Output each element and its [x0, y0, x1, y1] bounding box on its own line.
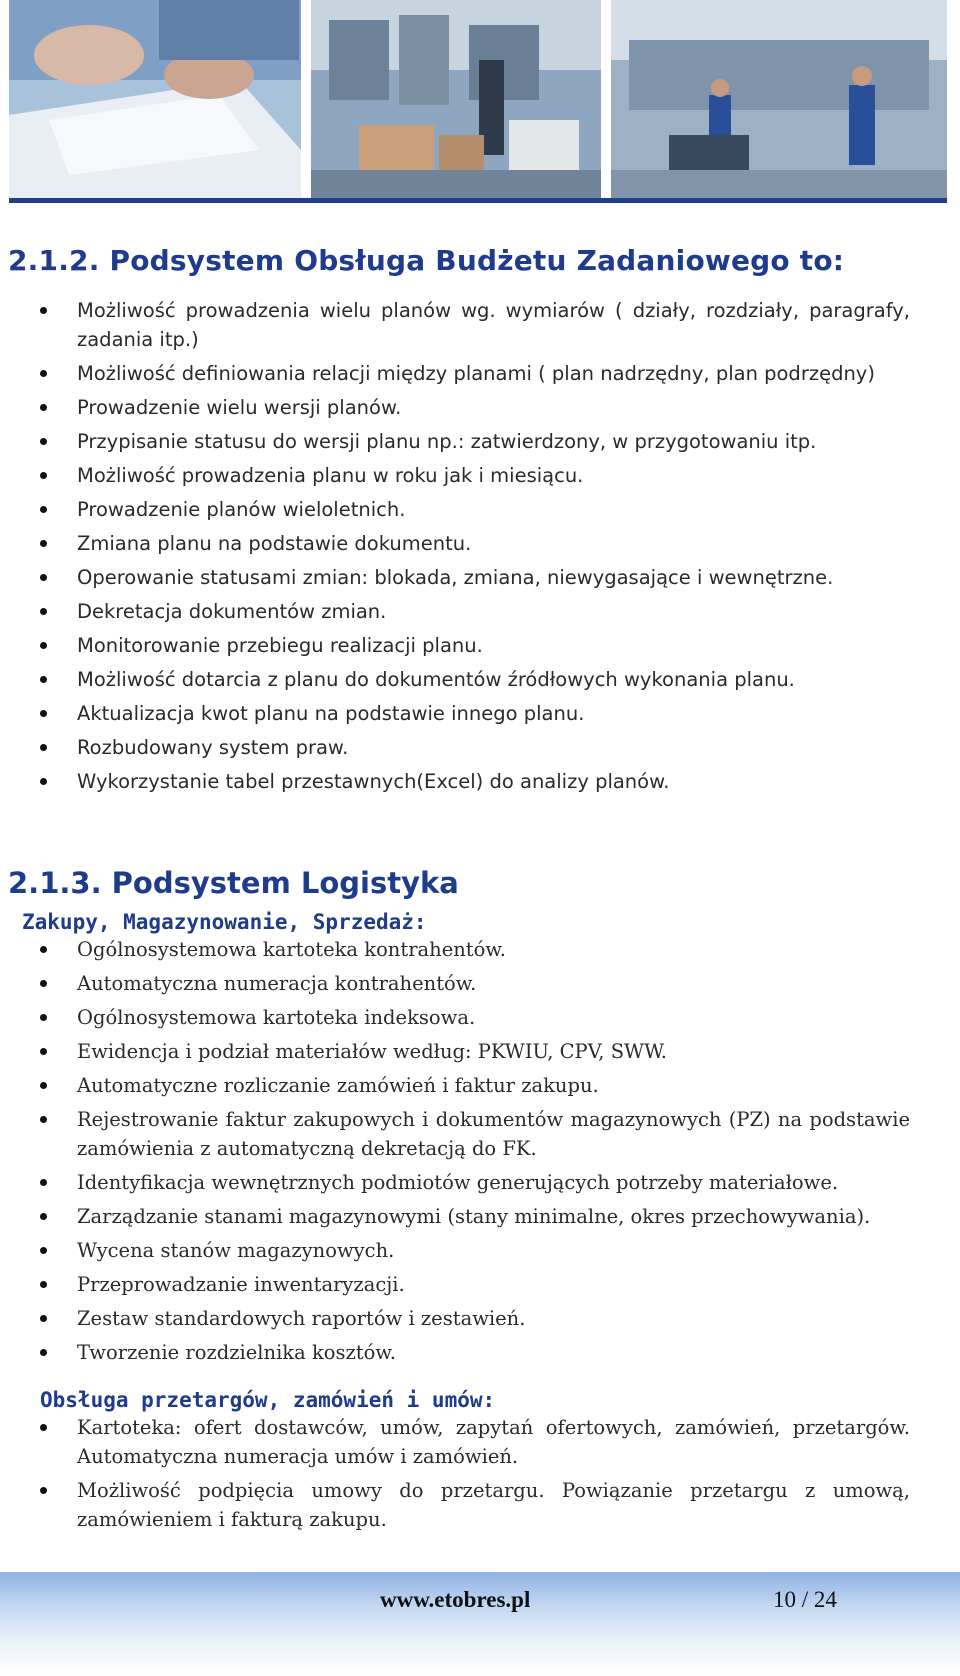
bullet-icon [40, 744, 47, 751]
list-item: Dekretacja dokumentów zmian. [0, 597, 910, 626]
footer-website-link[interactable]: www.etobres.pl [380, 1587, 531, 1612]
list-item: Tworzenie rozdzielnika kosztów. [0, 1338, 910, 1367]
list-item: Przeprowadzanie inwentaryzacji. [0, 1270, 910, 1299]
list-item: Przypisanie statusu do wersji planu np.: zatwierdzony, w przygotowaniu itp. [0, 427, 910, 456]
list-item: Aktualizacja kwot planu na podstawie innego planu. [0, 699, 910, 728]
bullet-icon [40, 676, 47, 683]
budget-feature-list [0, 296, 910, 801]
list-item: Wykorzystanie tabel przestawnych(Excel) do analizy planów. [0, 767, 910, 796]
bullet-icon [40, 1048, 47, 1055]
bullet-icon [40, 472, 47, 479]
list-item: Operowanie statusami zmian: blokada, zmiana, niewygasające i wewnętrzne. [0, 563, 910, 592]
banner-underline [9, 198, 947, 203]
bullet-icon [40, 370, 47, 377]
list-item: Ogólnosystemowa kartoteka kontrahentów. [0, 935, 910, 964]
list-item: Prowadzenie wielu wersji planów. [0, 393, 910, 422]
list-item: Możliwość dotarcia z planu do dokumentów źródłowych wykonania planu. [0, 665, 910, 694]
list-item: Możliwość podpięcia umowy do przetargu. Powiązanie przetargu z umową, zamówieniem i fakturą zakupu. [0, 1476, 910, 1534]
bullet-icon [40, 1487, 47, 1494]
list-item: Rozbudowany system praw. [0, 733, 910, 762]
list-item: Monitorowanie przebiegu realizacji planu. [0, 631, 910, 660]
bullet-icon [40, 710, 47, 717]
bullet-icon [40, 778, 47, 785]
bullet-icon [40, 506, 47, 513]
list-item: Wycena stanów magazynowych. [0, 1236, 910, 1265]
list-item: Kartoteka: ofert dostawców, umów, zapytań ofertowych, zamówień, przetargów. Automatyczna numeracja umów i zamówień. [0, 1413, 910, 1471]
bullet-icon [40, 438, 47, 445]
list-item: Zestaw standardowych raportów i zestawień. [0, 1304, 910, 1333]
subheading-przetargi: Obsługa przetargów, zamówień i umów: [40, 1388, 496, 1412]
list-item: Ewidencja i podział materiałów według: PKWIU, CPV, SWW. [0, 1037, 910, 1066]
logistyka-przetargi-list [0, 1413, 910, 1539]
bullet-icon [40, 1349, 47, 1356]
bullet-icon [40, 1082, 47, 1089]
list-item: Automatyczne rozliczanie zamówień i faktur zakupu. [0, 1071, 910, 1100]
section-heading-logistyka: 2.1.3. Podsystem Logistyka [8, 866, 459, 900]
list-item: Możliwość definiowania relacji między planami ( plan nadrzędny, plan podrzędny) [0, 359, 910, 388]
section-heading-budget: 2.1.2. Podsystem Obsługa Budżetu Zadaniowego to: [8, 244, 845, 277]
list-item: Ogólnosystemowa kartoteka indeksowa. [0, 1003, 910, 1032]
list-item: Identyfikacja wewnętrznych podmiotów generujących potrzeby materiałowe. [0, 1168, 910, 1197]
list-item: Zmiana planu na podstawie dokumentu. [0, 529, 910, 558]
footer-page-number: 10 / 24 [773, 1587, 837, 1612]
logistyka-zakupy-list [0, 935, 910, 1372]
list-item: Automatyczna numeracja kontrahentów. [0, 969, 910, 998]
bullet-icon [40, 1213, 47, 1220]
bullet-icon [40, 946, 47, 953]
bullet-icon [40, 540, 47, 547]
bullet-icon [40, 1179, 47, 1186]
list-item: Możliwość prowadzenia wielu planów wg. wymiarów ( działy, rozdziały, paragrafy, zadania itp.) [0, 296, 910, 354]
bullet-icon [40, 574, 47, 581]
list-item: Możliwość prowadzenia planu w roku jak i miesiącu. [0, 461, 910, 490]
header-banner-photo [9, 0, 947, 198]
bullet-icon [40, 1424, 47, 1431]
bullet-icon [40, 608, 47, 615]
list-item: Prowadzenie planów wieloletnich. [0, 495, 910, 524]
bullet-icon [40, 1014, 47, 1021]
bullet-icon [40, 642, 47, 649]
bullet-icon [40, 404, 47, 411]
list-item: Zarządzanie stanami magazynowymi (stany minimalne, okres przechowywania). [0, 1202, 910, 1231]
bullet-icon [40, 307, 47, 314]
bullet-icon [40, 1315, 47, 1322]
bullet-icon [40, 1281, 47, 1288]
bullet-icon [40, 1247, 47, 1254]
list-item: Rejestrowanie faktur zakupowych i dokumentów magazynowych (PZ) na podstawie zamówienia z automatyczną dekretacją do FK. [0, 1105, 910, 1163]
subheading-zakupy: Zakupy, Magazynowanie, Sprzedaż: [22, 910, 427, 934]
bullet-icon [40, 1116, 47, 1123]
bullet-icon [40, 980, 47, 987]
